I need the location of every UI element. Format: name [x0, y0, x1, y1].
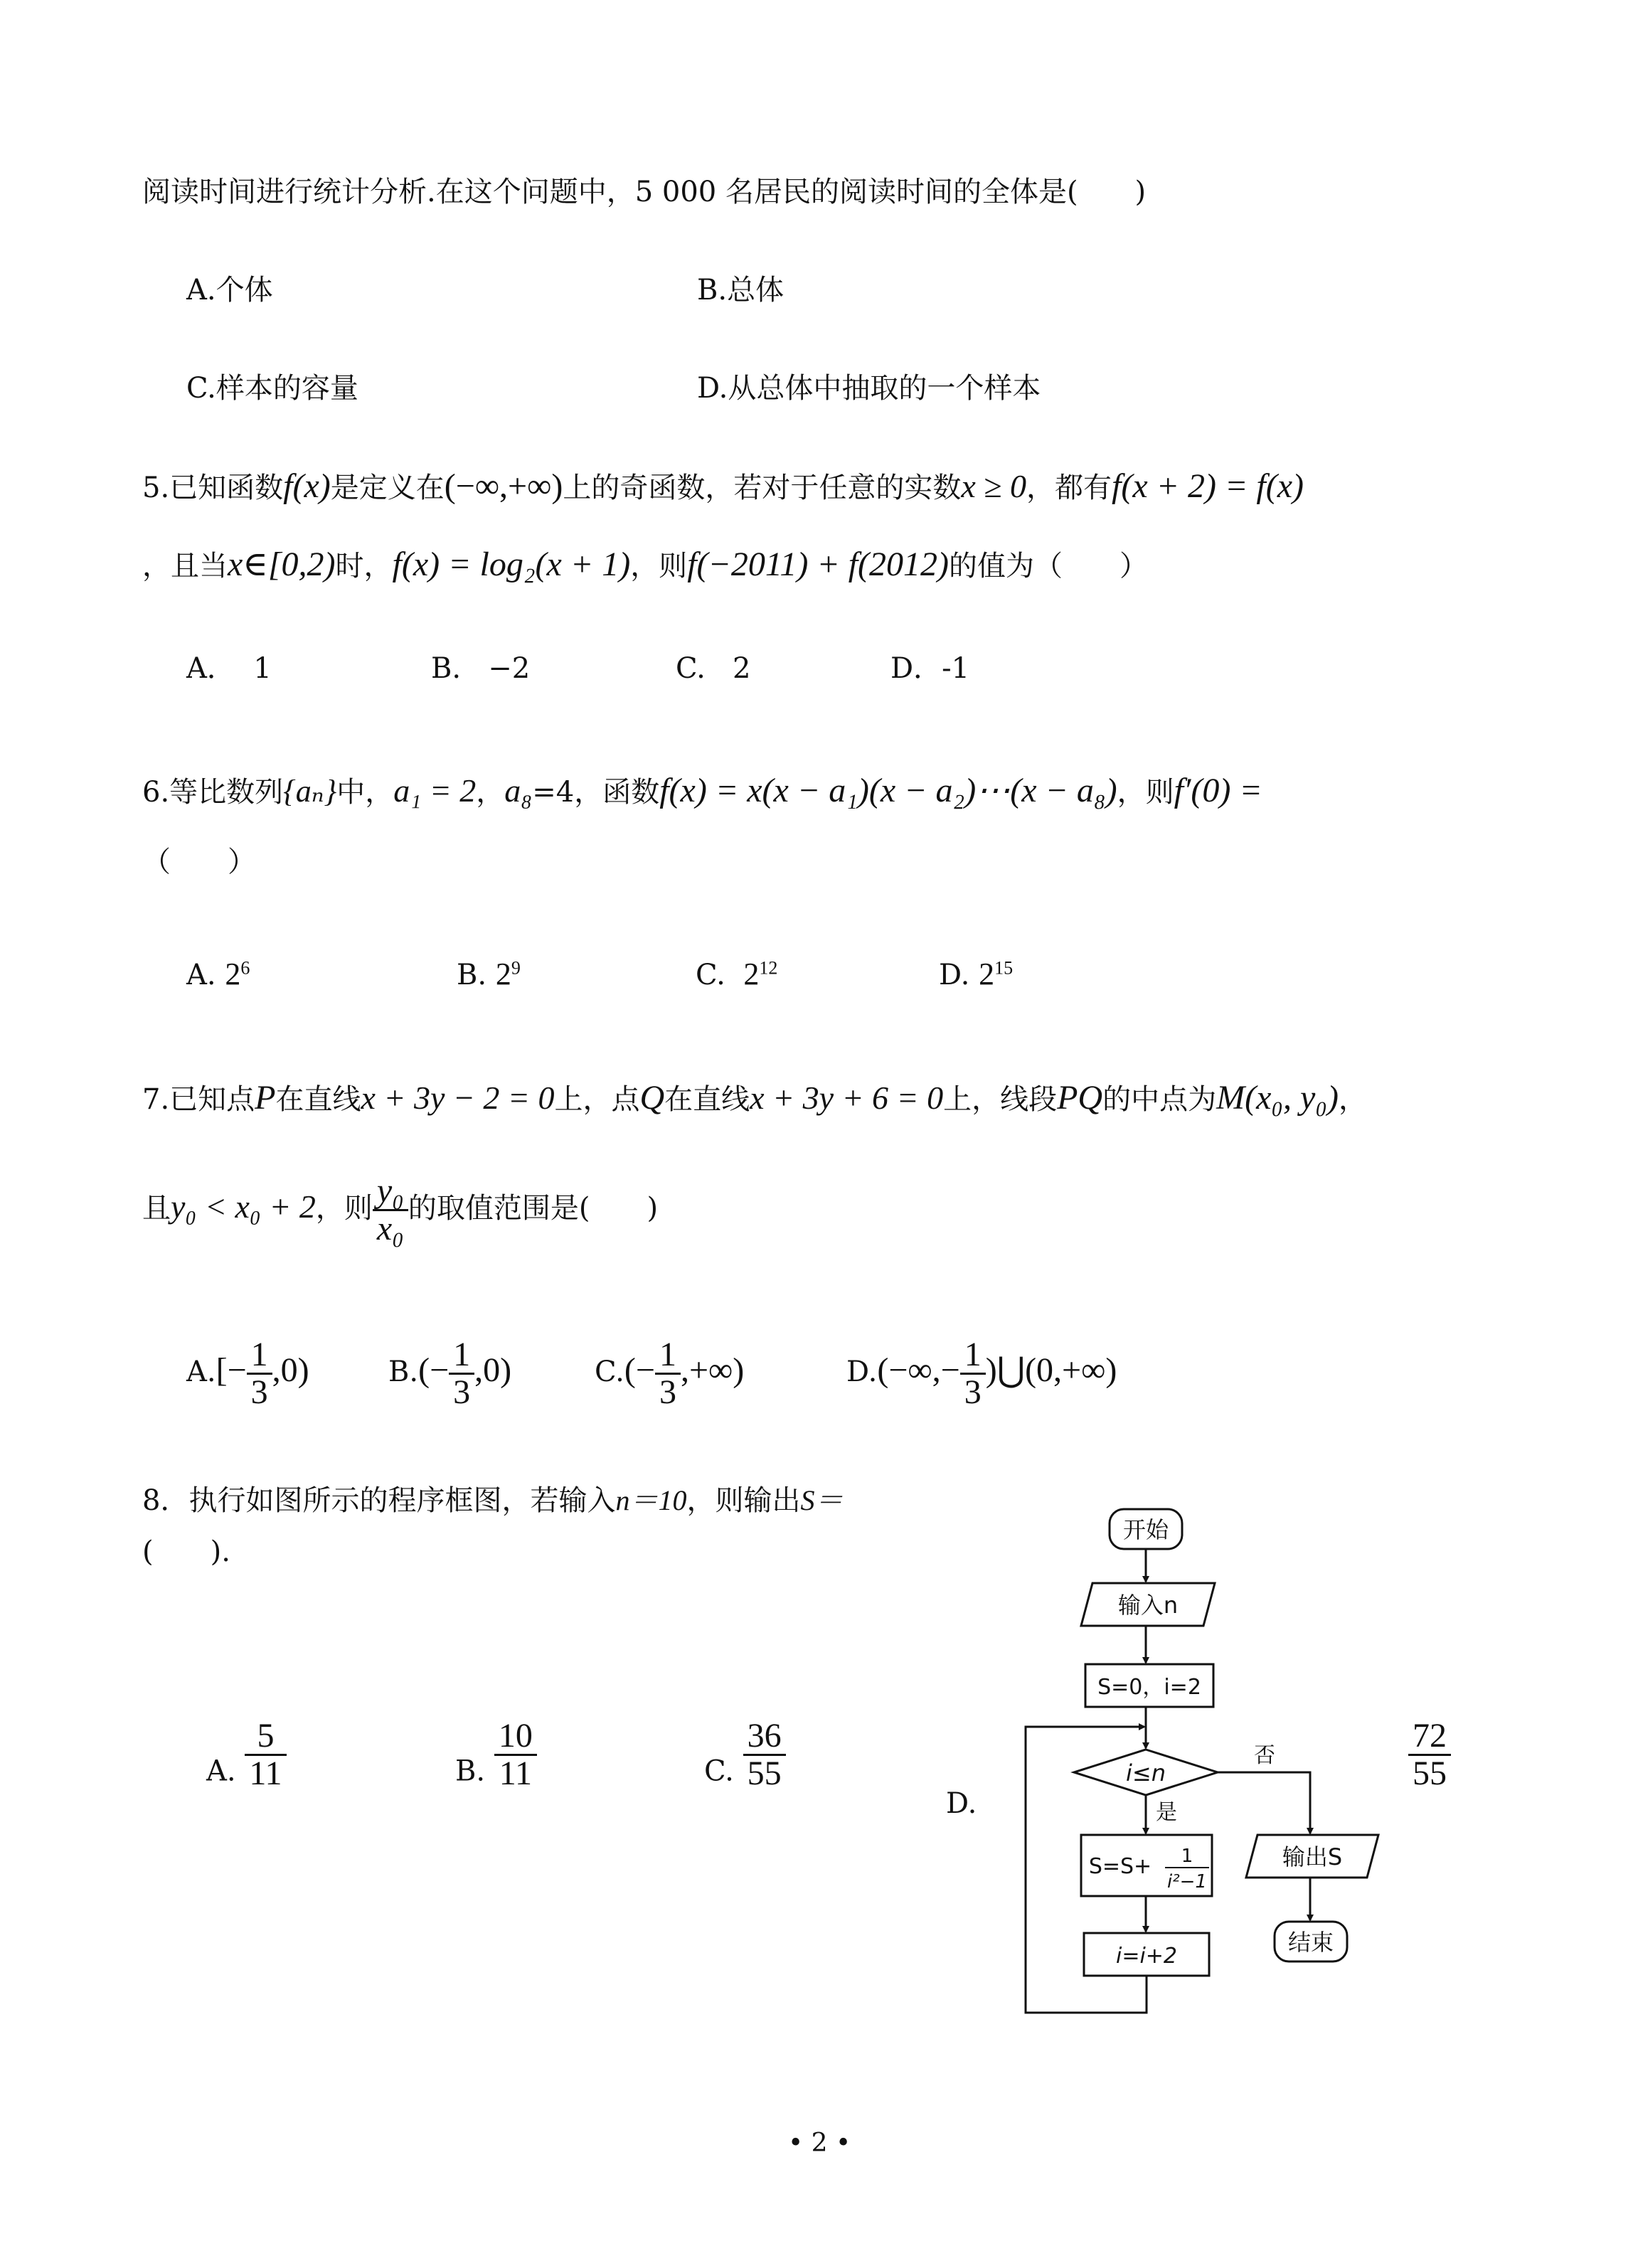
q4-option-d: D.从总体中抽取的一个样本 [697, 372, 1041, 405]
q5-stem-line2: ，且当x∈[0,2)时，f(x) = log₂(x + 1)，则f(−2011) + f(2012)的值为（ ） [142, 545, 1149, 583]
q4-option-c: C.样本的容量 [186, 372, 358, 405]
q4-option-b: B.总体 [697, 274, 785, 307]
page-number: • 2 • [788, 2129, 851, 2158]
flow-no-label: 否 [1254, 1743, 1275, 1768]
q6-option-d: D. $2^{15}$ [939, 957, 1014, 991]
q7-option-b: B.(− $\frac{1}{3}$ ,0) [388, 1336, 512, 1412]
q4-stem: 阅读时间进行统计分析.在这个问题中，5 000 名居民的阅读时间的全体是( ) [142, 176, 1147, 208]
q8-option-d-value: $\frac{72}{55}$ [1408, 1718, 1451, 1792]
q7-ratio-fraction: $\frac{\text{y₀}}{\text{x₀}}$ [373, 1173, 408, 1247]
flow-init-label: S=0，i=2 [1097, 1675, 1201, 1700]
q5-stem-line1: 5.已知函数f(x)是定义在(−∞,+∞)上的奇函数，若对于任意的实数x ≥ 0，都有f(x + 2) = f(x) [142, 467, 1304, 505]
flow-update-denominator: i²−1 [1167, 1871, 1207, 1892]
flow-output-label: 输出S [1282, 1843, 1343, 1870]
flow-update-prefix: S=S+ [1088, 1854, 1152, 1879]
q8-stem: 8．执行如图所示的程序框图，若输入n＝10，则输出S＝ [142, 1484, 844, 1517]
flow-end-label: 结束 [1287, 1929, 1334, 1956]
q8-option-b: B. $\frac{10}{11}$ [455, 1718, 537, 1792]
q5-option-d: D．-1 [890, 652, 970, 685]
q7-option-c: C.(− $\frac{1}{3}$ ,+∞) [595, 1336, 745, 1412]
flow-start-label: 开始 [1122, 1516, 1169, 1543]
q7-option-d: D.(−∞,− $\frac{1}{3}$ )⋃(0,+∞) [846, 1336, 1117, 1412]
flow-input-label: 输入n [1117, 1592, 1179, 1619]
q6-stem-line1: 6.等比数列{aₙ}中，a₁ = 2，a₈=4，函数f(x) = x(x − a₁)(x − a₂)⋯(x − a₈)，则f′(0) = [142, 772, 1262, 809]
q8-paren: ( ). [142, 1535, 230, 1568]
flow-yes-label: 是 [1156, 1800, 1177, 1825]
q7-stem-line1: 7.已知点P在直线x + 3y − 2 = 0上，点Q在直线x + 3y + 6 = 0上，线段PQ的中点为M(x₀, y₀)， [142, 1079, 1368, 1117]
q4-option-a: A.个体 [186, 274, 273, 307]
q6-option-a: A. $2^6$ [186, 957, 250, 991]
q5-option-a: A． 1 [186, 652, 272, 685]
flow-condition-label: i≤n [1126, 1759, 1166, 1787]
q7-option-a: A.[− $\frac{1}{3}$ ,0) [186, 1336, 309, 1412]
q8-option-d-label: D. [946, 1787, 977, 1820]
q6-option-b: B. $2^9$ [457, 957, 521, 991]
q6-option-c: C. $2^{12}$ [696, 957, 778, 991]
q8-option-c: C. $\frac{36}{55}$ [704, 1718, 786, 1792]
flow-update-numerator: 1 [1181, 1846, 1193, 1867]
q8-option-a: A. $\frac{5}{11}$ [206, 1718, 287, 1792]
q5-option-c: C. 2 [676, 652, 751, 685]
q5-option-b: B. −2 [431, 652, 531, 685]
flow-increment-label: i=i+2 [1115, 1944, 1178, 1969]
q7-stem-line2: 且y₀ < x₀ + 2，则 $\frac{\text{y₀}}{\text{x₀}}$ 的取值范围是( ) [142, 1172, 659, 1248]
q6-paren: （ ） [142, 846, 256, 878]
